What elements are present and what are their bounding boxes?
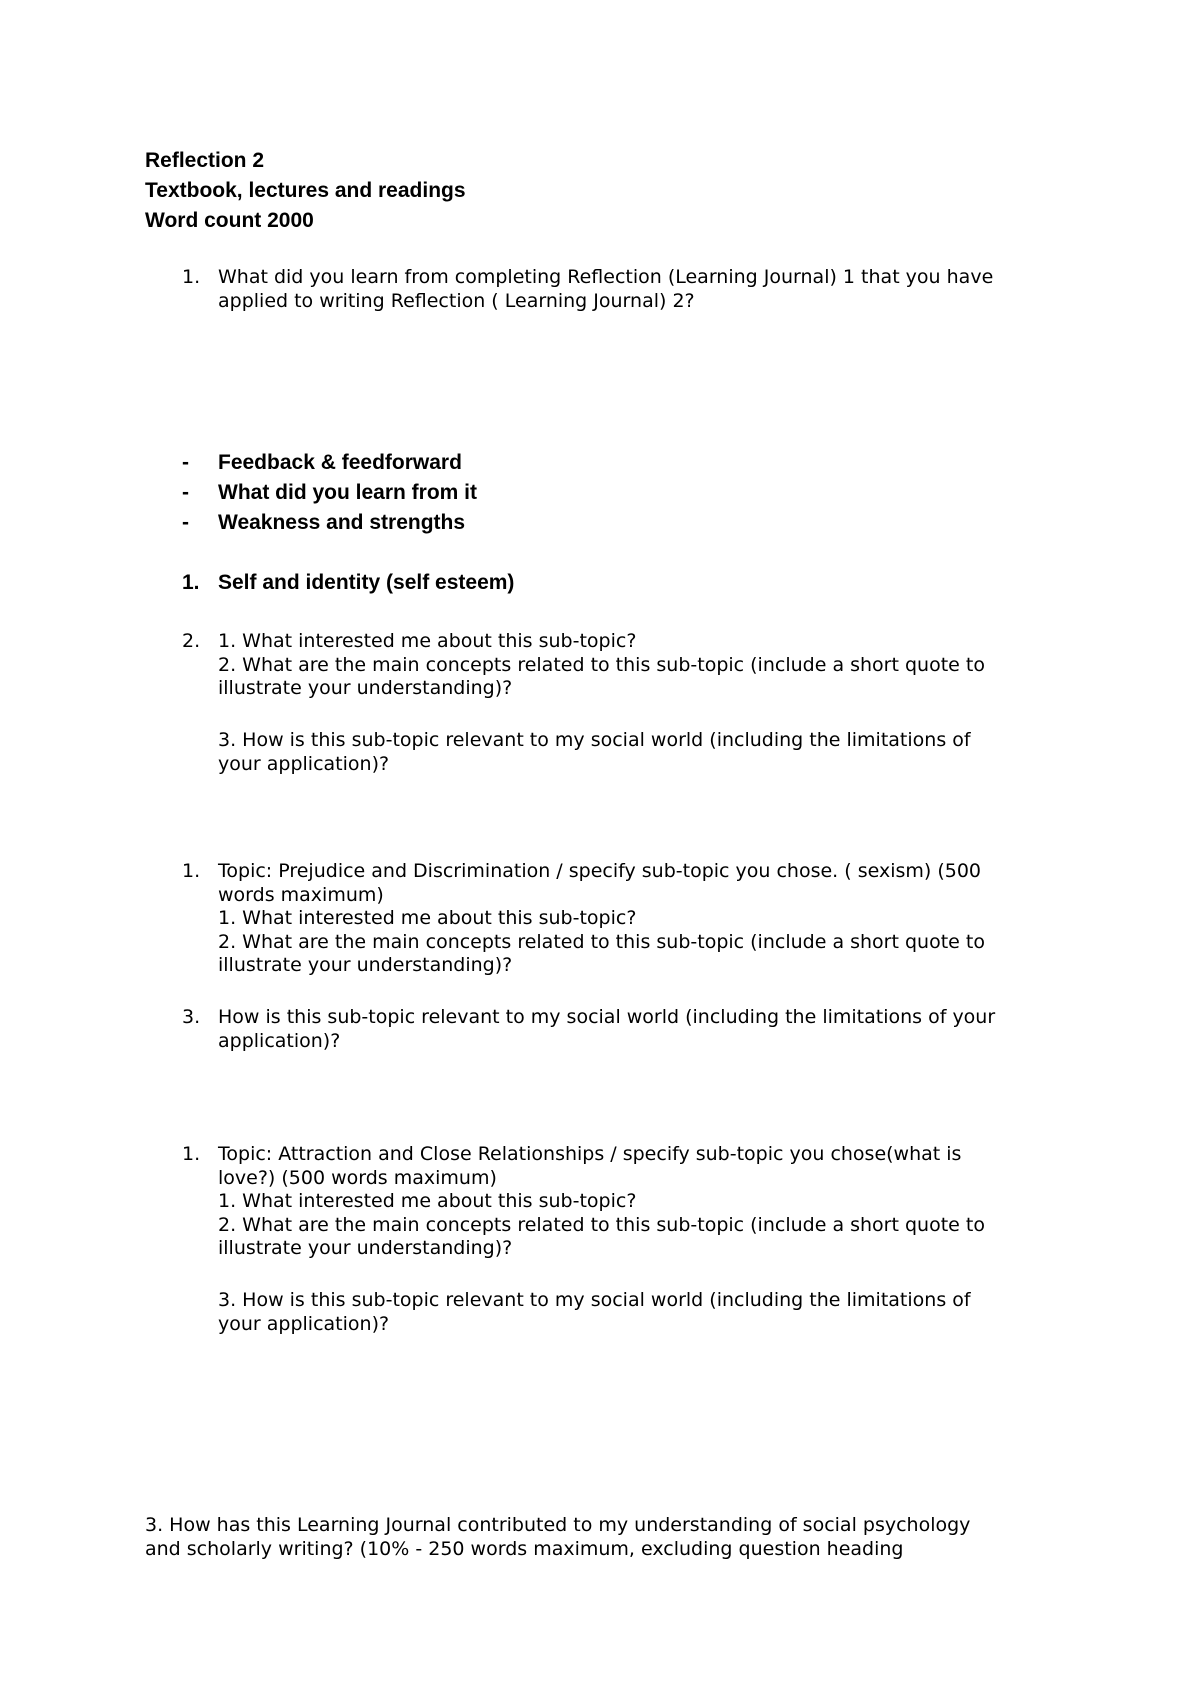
question-line: illustrate your understanding)? xyxy=(218,1237,513,1259)
question-line: and scholarly writing? (10% - 250 words maximum, excluding question heading xyxy=(145,1537,904,1560)
question-line: What did you learn from completing Reflection (Learning Journal) 1 that you have xyxy=(218,266,994,288)
question-line: 3. How is this sub-topic relevant to my social world (including the limitations of xyxy=(218,729,971,751)
question-line: Topic: Prejudice and Discrimination / specify sub-topic you chose. ( sexism) (500 xyxy=(218,860,982,882)
prejudice-topic-text xyxy=(218,860,1098,978)
attraction-question-3-text xyxy=(218,1289,1098,1336)
question-line: How is this sub-topic relevant to my social world (including the limitations of your xyxy=(218,1006,996,1028)
attraction-topic-text xyxy=(218,1143,1098,1261)
question-line: 1. What interested me about this sub-topic? xyxy=(218,1190,637,1212)
question-line: 3. How has this Learning Journal contributed to my understanding of social psychology xyxy=(145,1514,971,1536)
document-title: Reflection 2 xyxy=(145,149,265,172)
bullet-marker: - xyxy=(182,481,189,504)
list-number: 1. xyxy=(182,1143,201,1165)
self-questions-3-text xyxy=(218,729,1098,776)
question-line: your application)? xyxy=(218,1312,390,1335)
document-subtitle: Textbook, lectures and readings xyxy=(145,179,466,202)
question-line: 2. What are the main concepts related to this sub-topic (include a short quote to xyxy=(218,653,985,676)
list-number: 3. xyxy=(182,1006,201,1028)
list-number: 2. xyxy=(182,630,201,652)
list-number: 1. xyxy=(182,860,201,882)
question-line: your application)? xyxy=(218,752,390,775)
question-line: Topic: Attraction and Close Relationships / specify sub-topic you chose(what is xyxy=(218,1143,962,1165)
list-number: 1. xyxy=(182,266,201,288)
question-line: application)? xyxy=(218,1029,341,1052)
question-line: words maximum) xyxy=(218,883,384,906)
question-line: 2. What are the main concepts related to this sub-topic (include a short quote to xyxy=(218,1213,985,1236)
question-line: 1. What interested me about this sub-topic? xyxy=(218,907,637,929)
bullet-marker: - xyxy=(182,451,189,474)
question-1-text xyxy=(218,266,1098,313)
question-line: 3. How is this sub-topic relevant to my social world (including the limitations of xyxy=(218,1289,971,1311)
bullet-text: Weakness and strengths xyxy=(218,511,466,534)
final-question xyxy=(145,1514,1075,1561)
word-count: Word count 2000 xyxy=(145,209,314,232)
question-line: illustrate your understanding)? xyxy=(218,677,513,699)
question-line: love?) (500 words maximum) xyxy=(218,1166,497,1189)
question-line: illustrate your understanding)? xyxy=(218,954,513,976)
bullet-text: Feedback & feedforward xyxy=(218,451,462,474)
section-heading-text: Self and identity (self esteem) xyxy=(218,571,515,594)
bullet-marker: - xyxy=(182,511,189,534)
list-number: 1. xyxy=(182,571,200,594)
bullet-text: What did you learn from it xyxy=(218,481,478,504)
question-line: 2. What are the main concepts related to this sub-topic (include a short quote to xyxy=(218,930,985,953)
question-line: applied to writing Reflection ( Learning Journal) 2? xyxy=(218,289,695,312)
self-questions-text xyxy=(218,630,1098,701)
question-line: 1. What interested me about this sub-topic? xyxy=(218,630,637,652)
prejudice-question-3-text xyxy=(218,1006,1098,1053)
